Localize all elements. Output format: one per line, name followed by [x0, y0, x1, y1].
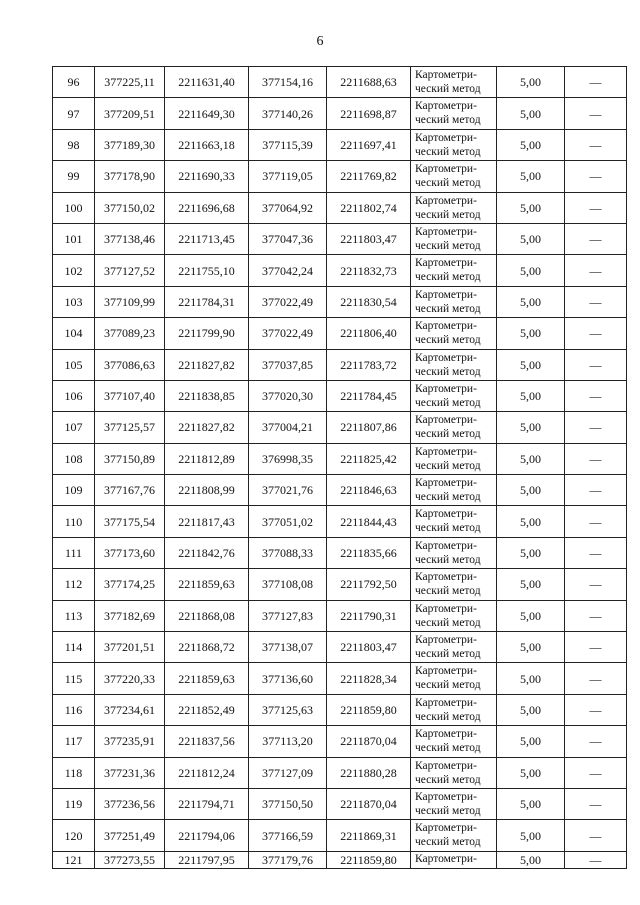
point-number-cell: 117: [53, 726, 95, 757]
x-end-cell: 377127,83: [249, 600, 327, 631]
x-start-cell: 377209,51: [95, 98, 165, 129]
x-end-cell: 377113,20: [249, 726, 327, 757]
method-line-2: ческий метод: [415, 804, 481, 817]
method-cell: [411, 632, 497, 663]
x-end-cell: 377127,09: [249, 757, 327, 788]
table-row: [53, 726, 627, 757]
x-start-cell: 377150,89: [95, 443, 165, 474]
point-number-cell: 101: [53, 223, 95, 254]
point-number-cell: 98: [53, 129, 95, 160]
method-line-1: Картометри-: [415, 320, 477, 333]
method-cell: [411, 161, 497, 192]
note-cell: —: [565, 443, 627, 474]
method-line-2: ческий метод: [415, 742, 481, 755]
method-cell: [411, 192, 497, 223]
x-end-cell: 377125,63: [249, 694, 327, 725]
y-end-cell: 2211807,86: [327, 412, 411, 443]
precision-cell: 5,00: [497, 851, 565, 868]
x-start-cell: 377178,90: [95, 161, 165, 192]
note-cell: —: [565, 726, 627, 757]
y-start-cell: 2211696,68: [165, 192, 249, 223]
note-cell: —: [565, 161, 627, 192]
x-end-cell: 377022,49: [249, 286, 327, 317]
method-line-2: ческий метод: [415, 114, 481, 127]
precision-cell: 5,00: [497, 192, 565, 223]
y-start-cell: 2211859,63: [165, 663, 249, 694]
y-end-cell: 2211697,41: [327, 129, 411, 160]
y-start-cell: 2211812,24: [165, 757, 249, 788]
method-line-2: ческий метод: [415, 145, 481, 158]
precision-cell: 5,00: [497, 475, 565, 506]
y-end-cell: 2211844,43: [327, 506, 411, 537]
x-end-cell: 377020,30: [249, 380, 327, 411]
precision-cell: 5,00: [497, 255, 565, 286]
method-line-2: ческий метод: [415, 334, 481, 347]
y-end-cell: 2211806,40: [327, 318, 411, 349]
y-end-cell: 2211783,72: [327, 349, 411, 380]
note-cell: —: [565, 223, 627, 254]
table-row: [53, 98, 627, 129]
table-row: [53, 757, 627, 788]
x-end-cell: 377108,08: [249, 569, 327, 600]
note-cell: —: [565, 318, 627, 349]
y-start-cell: 2211837,56: [165, 726, 249, 757]
method-line-2: ческий метод: [415, 553, 481, 566]
method-line-2: ческий метод: [415, 239, 481, 252]
point-number-cell: 103: [53, 286, 95, 317]
y-start-cell: 2211713,45: [165, 223, 249, 254]
method-line-2: ческий метод: [415, 396, 481, 409]
note-cell: —: [565, 632, 627, 663]
x-start-cell: 377174,25: [95, 569, 165, 600]
method-line-1: Картометри-: [415, 414, 477, 427]
method-line-1: Картометри-: [415, 351, 477, 364]
y-start-cell: 2211842,76: [165, 537, 249, 568]
precision-cell: 5,00: [497, 506, 565, 537]
method-line-2: ческий метод: [415, 302, 481, 315]
table-row: [53, 192, 627, 223]
x-start-cell: 377182,69: [95, 600, 165, 631]
precision-cell: 5,00: [497, 820, 565, 851]
coordinates-table-body: [53, 67, 627, 869]
note-cell: —: [565, 569, 627, 600]
y-end-cell: 2211832,73: [327, 255, 411, 286]
precision-cell: 5,00: [497, 98, 565, 129]
note-cell: —: [565, 537, 627, 568]
method-line-1: Картометри-: [415, 288, 477, 301]
method-line-2: ческий метод: [415, 491, 481, 504]
method-line-2: ческий метод: [415, 271, 481, 284]
method-line-1: Картометри-: [415, 759, 477, 772]
y-start-cell: 2211663,18: [165, 129, 249, 160]
method-cell: [411, 726, 497, 757]
x-end-cell: 377150,50: [249, 788, 327, 819]
x-start-cell: 377173,60: [95, 537, 165, 568]
method-cell: [411, 349, 497, 380]
method-line-2: ческий метод: [415, 459, 481, 472]
method-line-1: Картометри-: [415, 571, 477, 584]
x-end-cell: 377047,36: [249, 223, 327, 254]
y-end-cell: 2211828,34: [327, 663, 411, 694]
method-line-1: Картометри-: [415, 194, 477, 207]
method-line-1: Картометри-: [415, 382, 477, 395]
method-line-1: Картометри-: [415, 634, 477, 647]
x-start-cell: 377138,46: [95, 223, 165, 254]
y-start-cell: 2211799,90: [165, 318, 249, 349]
x-start-cell: 377189,30: [95, 129, 165, 160]
method-cell: [411, 537, 497, 568]
table-row: [53, 632, 627, 663]
y-end-cell: 2211880,28: [327, 757, 411, 788]
y-start-cell: 2211827,82: [165, 349, 249, 380]
note-cell: —: [565, 380, 627, 411]
point-number-cell: 108: [53, 443, 95, 474]
method-line-1: Картометри-: [415, 508, 477, 521]
y-start-cell: 2211794,71: [165, 788, 249, 819]
y-start-cell: 2211868,72: [165, 632, 249, 663]
point-number-cell: 114: [53, 632, 95, 663]
y-start-cell: 2211794,06: [165, 820, 249, 851]
point-number-cell: 112: [53, 569, 95, 600]
y-start-cell: 2211868,08: [165, 600, 249, 631]
method-line-2: ческий метод: [415, 836, 481, 849]
y-start-cell: 2211859,63: [165, 569, 249, 600]
method-cell: [411, 694, 497, 725]
table-row: [53, 286, 627, 317]
x-end-cell: 377119,05: [249, 161, 327, 192]
method-cell: [411, 67, 497, 98]
method-cell: [411, 443, 497, 474]
y-end-cell: 2211784,45: [327, 380, 411, 411]
x-end-cell: 377088,33: [249, 537, 327, 568]
method-cell: [411, 412, 497, 443]
y-start-cell: 2211808,99: [165, 475, 249, 506]
x-end-cell: 377179,76: [249, 851, 327, 868]
y-end-cell: 2211803,47: [327, 632, 411, 663]
point-number-cell: 116: [53, 694, 95, 725]
x-end-cell: 377021,76: [249, 475, 327, 506]
x-start-cell: 377225,11: [95, 67, 165, 98]
method-cell: [411, 569, 497, 600]
y-start-cell: 2211852,49: [165, 694, 249, 725]
table-row: [53, 851, 627, 868]
y-start-cell: 2211755,10: [165, 255, 249, 286]
note-cell: —: [565, 255, 627, 286]
precision-cell: 5,00: [497, 129, 565, 160]
point-number-cell: 105: [53, 349, 95, 380]
note-cell: —: [565, 506, 627, 537]
method-line-2: ческий метод: [415, 208, 481, 221]
coordinates-table: [52, 66, 627, 869]
method-line-2: ческий метод: [415, 616, 481, 629]
x-start-cell: 377175,54: [95, 506, 165, 537]
table-row: [53, 600, 627, 631]
point-number-cell: 97: [53, 98, 95, 129]
y-end-cell: 2211688,63: [327, 67, 411, 98]
precision-cell: 5,00: [497, 600, 565, 631]
table-row: [53, 161, 627, 192]
x-end-cell: 377140,26: [249, 98, 327, 129]
table-row: [53, 67, 627, 98]
method-line-1: Картометри-: [415, 696, 477, 709]
method-line-1: Картометри-: [415, 852, 477, 865]
y-end-cell: 2211869,31: [327, 820, 411, 851]
method-line-1: Картометри-: [415, 69, 477, 81]
x-end-cell: 377138,07: [249, 632, 327, 663]
point-number-cell: 109: [53, 475, 95, 506]
table-row: [53, 475, 627, 506]
method-cell: [411, 318, 497, 349]
note-cell: —: [565, 820, 627, 851]
precision-cell: 5,00: [497, 349, 565, 380]
x-start-cell: 377236,56: [95, 788, 165, 819]
method-line-2: ческий метод: [415, 679, 481, 692]
x-start-cell: 377234,61: [95, 694, 165, 725]
method-line-1: Картометри-: [415, 822, 477, 835]
page-number: 6: [316, 34, 324, 49]
point-number-cell: 99: [53, 161, 95, 192]
point-number-cell: 115: [53, 663, 95, 694]
method-cell: [411, 506, 497, 537]
method-cell: [411, 255, 497, 286]
note-cell: —: [565, 67, 627, 98]
precision-cell: 5,00: [497, 380, 565, 411]
method-line-2: ческий метод: [415, 522, 481, 535]
method-cell: [411, 223, 497, 254]
table-row: [53, 694, 627, 725]
table-row: [53, 223, 627, 254]
x-start-cell: 377201,51: [95, 632, 165, 663]
table-row: [53, 443, 627, 474]
x-start-cell: 377109,99: [95, 286, 165, 317]
precision-cell: 5,00: [497, 223, 565, 254]
table-row: [53, 318, 627, 349]
y-start-cell: 2211827,82: [165, 412, 249, 443]
method-line-2: ческий метод: [415, 648, 481, 661]
point-number-cell: 100: [53, 192, 95, 223]
method-line-2: ческий метод: [415, 773, 481, 786]
method-line-1: Картометри-: [415, 131, 477, 144]
method-cell: [411, 851, 497, 868]
note-cell: —: [565, 475, 627, 506]
method-cell: [411, 820, 497, 851]
method-line-2: ческий метод: [415, 585, 481, 598]
x-start-cell: 377127,52: [95, 255, 165, 286]
method-line-1: Картометри-: [415, 163, 477, 176]
table-row: [53, 537, 627, 568]
point-number-cell: 96: [53, 67, 95, 98]
table-row: [53, 663, 627, 694]
point-number-cell: 118: [53, 757, 95, 788]
precision-cell: 5,00: [497, 569, 565, 600]
x-end-cell: 376998,35: [249, 443, 327, 474]
y-end-cell: 2211830,54: [327, 286, 411, 317]
y-end-cell: 2211769,82: [327, 161, 411, 192]
x-start-cell: 377089,23: [95, 318, 165, 349]
method-line-2: ческий метод: [415, 83, 481, 95]
x-start-cell: 377220,33: [95, 663, 165, 694]
point-number-cell: 113: [53, 600, 95, 631]
y-start-cell: 2211797,95: [165, 851, 249, 868]
precision-cell: 5,00: [497, 318, 565, 349]
table-row: [53, 380, 627, 411]
x-start-cell: 377125,57: [95, 412, 165, 443]
precision-cell: 5,00: [497, 286, 565, 317]
y-end-cell: 2211698,87: [327, 98, 411, 129]
method-line-1: Картометри-: [415, 445, 477, 458]
method-cell: [411, 663, 497, 694]
table-row: [53, 412, 627, 443]
y-end-cell: 2211846,63: [327, 475, 411, 506]
method-line-1: Картометри-: [415, 225, 477, 238]
x-start-cell: 377251,49: [95, 820, 165, 851]
point-number-cell: 120: [53, 820, 95, 851]
point-number-cell: 107: [53, 412, 95, 443]
x-start-cell: 377150,02: [95, 192, 165, 223]
y-end-cell: 2211859,80: [327, 694, 411, 725]
y-start-cell: 2211817,43: [165, 506, 249, 537]
point-number-cell: 102: [53, 255, 95, 286]
x-end-cell: 377064,92: [249, 192, 327, 223]
x-end-cell: 377115,39: [249, 129, 327, 160]
precision-cell: 5,00: [497, 788, 565, 819]
method-line-2: ческий метод: [415, 177, 481, 190]
method-line-1: Картометри-: [415, 257, 477, 270]
x-end-cell: 377037,85: [249, 349, 327, 380]
method-line-2: ческий метод: [415, 365, 481, 378]
method-line-1: Картометри-: [415, 602, 477, 615]
method-line-2: ческий метод: [415, 428, 481, 441]
x-end-cell: 377022,49: [249, 318, 327, 349]
method-cell: [411, 98, 497, 129]
table-row: [53, 788, 627, 819]
point-number-cell: 119: [53, 788, 95, 819]
note-cell: —: [565, 851, 627, 868]
point-number-cell: 121: [53, 851, 95, 868]
y-end-cell: 2211870,04: [327, 788, 411, 819]
method-cell: [411, 600, 497, 631]
table-row: [53, 820, 627, 851]
note-cell: —: [565, 98, 627, 129]
y-end-cell: 2211835,66: [327, 537, 411, 568]
precision-cell: 5,00: [497, 443, 565, 474]
x-start-cell: 377086,63: [95, 349, 165, 380]
note-cell: —: [565, 757, 627, 788]
method-line-1: Картометри-: [415, 100, 477, 113]
note-cell: —: [565, 412, 627, 443]
table-row: [53, 506, 627, 537]
note-cell: —: [565, 129, 627, 160]
precision-cell: 5,00: [497, 161, 565, 192]
point-number-cell: 110: [53, 506, 95, 537]
y-end-cell: 2211792,50: [327, 569, 411, 600]
note-cell: —: [565, 663, 627, 694]
point-number-cell: 111: [53, 537, 95, 568]
y-end-cell: 2211870,04: [327, 726, 411, 757]
method-line-1: Картометри-: [415, 728, 477, 741]
method-cell: [411, 380, 497, 411]
y-start-cell: 2211690,33: [165, 161, 249, 192]
method-line-1: Картометри-: [415, 665, 477, 678]
y-end-cell: 2211790,31: [327, 600, 411, 631]
note-cell: —: [565, 349, 627, 380]
precision-cell: 5,00: [497, 726, 565, 757]
precision-cell: 5,00: [497, 757, 565, 788]
method-line-1: Картометри-: [415, 477, 477, 490]
x-start-cell: 377231,36: [95, 757, 165, 788]
point-number-cell: 104: [53, 318, 95, 349]
x-end-cell: 377042,24: [249, 255, 327, 286]
precision-cell: 5,00: [497, 67, 565, 98]
y-end-cell: 2211803,47: [327, 223, 411, 254]
y-start-cell: 2211631,40: [165, 67, 249, 98]
precision-cell: 5,00: [497, 412, 565, 443]
y-start-cell: 2211812,89: [165, 443, 249, 474]
table-row: [53, 129, 627, 160]
method-cell: [411, 286, 497, 317]
note-cell: —: [565, 192, 627, 223]
x-end-cell: 377051,02: [249, 506, 327, 537]
method-cell: [411, 788, 497, 819]
x-end-cell: 377166,59: [249, 820, 327, 851]
note-cell: —: [565, 788, 627, 819]
method-line-1: Картометри-: [415, 790, 477, 803]
x-start-cell: 377273,55: [95, 851, 165, 868]
x-start-cell: 377167,76: [95, 475, 165, 506]
x-start-cell: 377235,91: [95, 726, 165, 757]
method-cell: [411, 129, 497, 160]
precision-cell: 5,00: [497, 694, 565, 725]
note-cell: —: [565, 286, 627, 317]
point-number-cell: 106: [53, 380, 95, 411]
y-end-cell: 2211859,80: [327, 851, 411, 868]
table-row: [53, 569, 627, 600]
method-cell: [411, 757, 497, 788]
y-start-cell: 2211838,85: [165, 380, 249, 411]
precision-cell: 5,00: [497, 663, 565, 694]
y-end-cell: 2211802,74: [327, 192, 411, 223]
method-cell: [411, 475, 497, 506]
y-end-cell: 2211825,42: [327, 443, 411, 474]
method-line-2: ческий метод: [415, 710, 481, 723]
y-start-cell: 2211649,30: [165, 98, 249, 129]
x-end-cell: 377154,16: [249, 67, 327, 98]
precision-cell: 5,00: [497, 537, 565, 568]
y-start-cell: 2211784,31: [165, 286, 249, 317]
table-row: [53, 349, 627, 380]
table-row: [53, 255, 627, 286]
precision-cell: 5,00: [497, 632, 565, 663]
x-end-cell: 377136,60: [249, 663, 327, 694]
note-cell: —: [565, 600, 627, 631]
method-line-1: Картометри-: [415, 539, 477, 552]
note-cell: —: [565, 694, 627, 725]
x-start-cell: 377107,40: [95, 380, 165, 411]
x-end-cell: 377004,21: [249, 412, 327, 443]
